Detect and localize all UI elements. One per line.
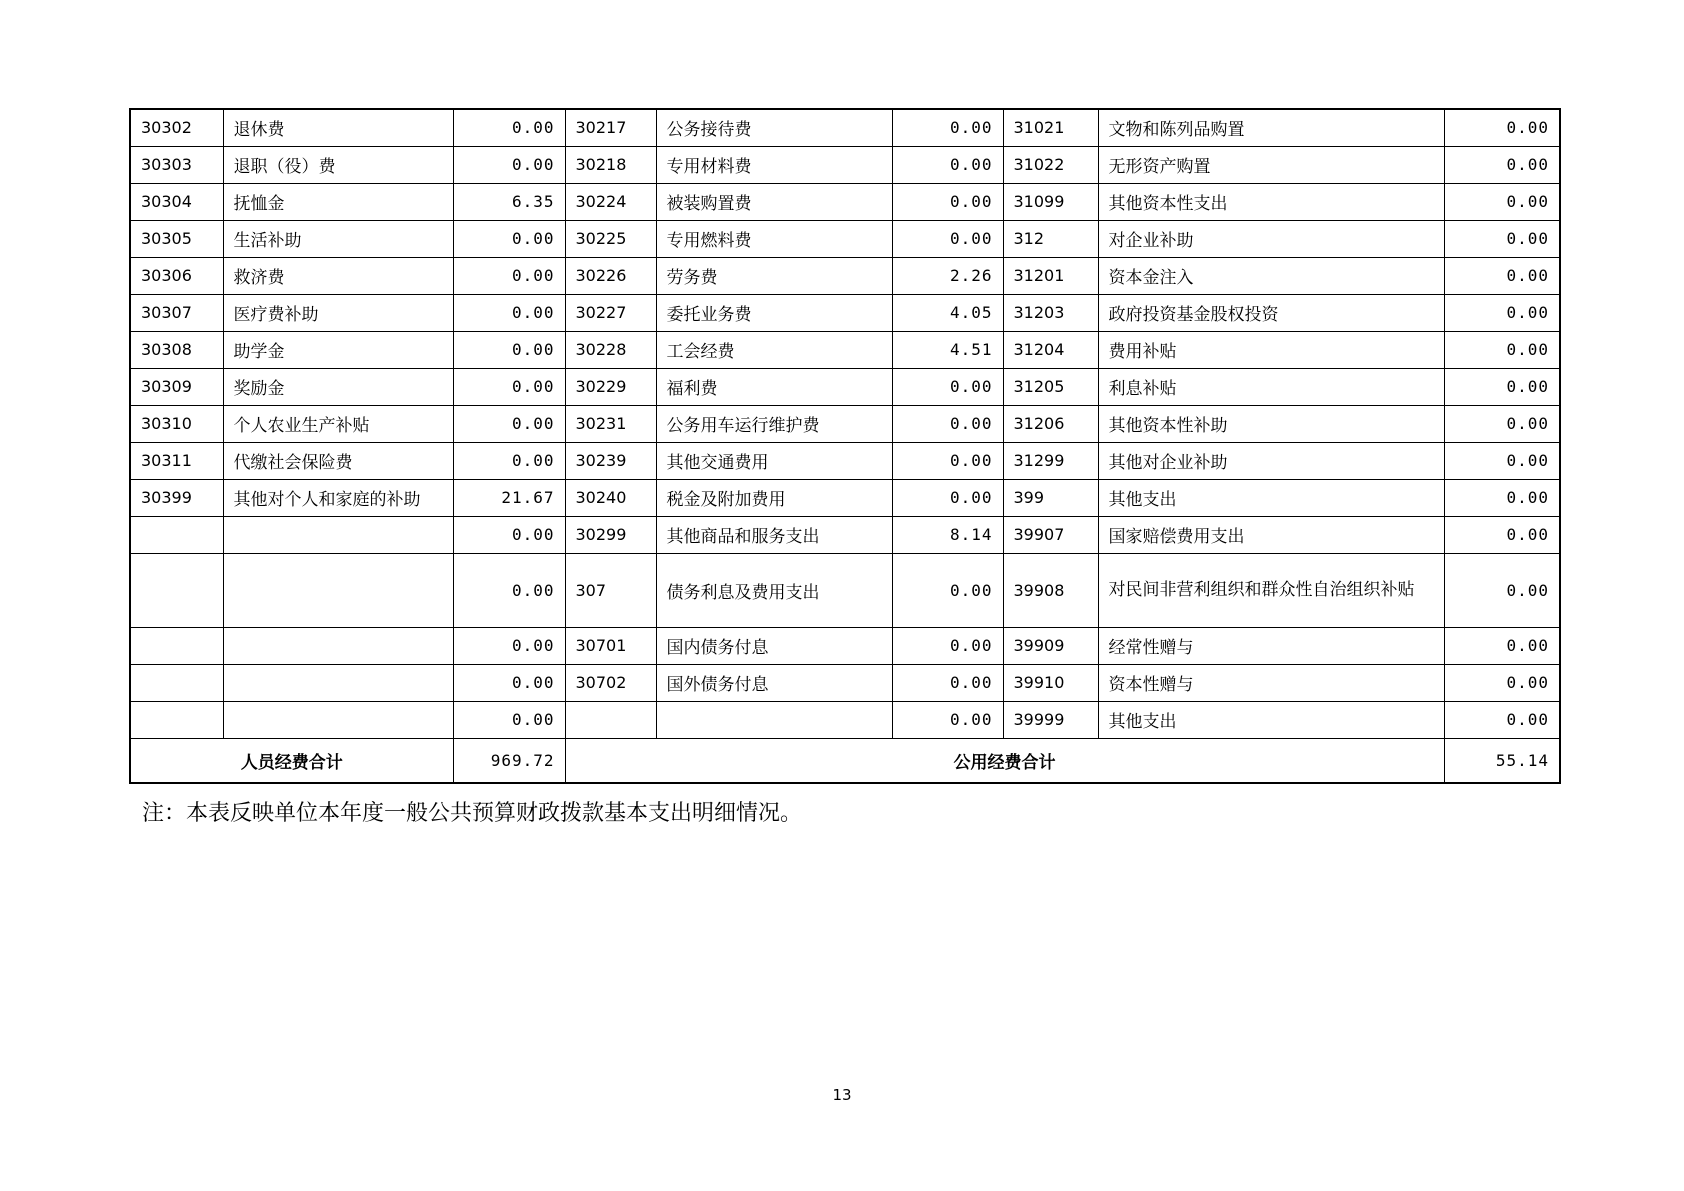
cell-code [130, 516, 223, 553]
cell-code: 30299 [565, 516, 656, 553]
table-footnote: 注：本表反映单位本年度一般公共预算财政拨款基本支出明细情况。 [142, 801, 803, 826]
cell-code: 31021 [1003, 109, 1098, 146]
cell-code: 30228 [565, 331, 656, 368]
cell-code: 30302 [130, 109, 223, 146]
cell-code: 30306 [130, 257, 223, 294]
cell-name: 国内债务付息 [656, 627, 892, 664]
cell-name: 政府投资基金股权投资 [1098, 294, 1444, 331]
cell-amt: 0.00 [453, 368, 565, 405]
cell-amt: 0.00 [1444, 220, 1560, 257]
cell-amt: 21.67 [453, 479, 565, 516]
cell-name: 劳务费 [656, 257, 892, 294]
cell-amt: 0.00 [453, 516, 565, 553]
cell-name: 工会经费 [656, 331, 892, 368]
cell-code: 39908 [1003, 553, 1098, 627]
cell-amt: 0.00 [453, 405, 565, 442]
cell-code: 30239 [565, 442, 656, 479]
cell-amt: 0.00 [1444, 627, 1560, 664]
cell-amt: 0.00 [1444, 294, 1560, 331]
cell-amt: 2.26 [892, 257, 1003, 294]
cell-code [130, 701, 223, 738]
cell-code: 30229 [565, 368, 656, 405]
cell-name: 国外债务付息 [656, 664, 892, 701]
cell-code: 30304 [130, 183, 223, 220]
cell-amt: 0.00 [1444, 442, 1560, 479]
cell-code: 30701 [565, 627, 656, 664]
cell-amt: 0.00 [892, 442, 1003, 479]
cell-name [656, 701, 892, 738]
cell-name [223, 701, 453, 738]
cell-name: 利息补贴 [1098, 368, 1444, 405]
cell-code: 312 [1003, 220, 1098, 257]
cell-amt: 0.00 [1444, 664, 1560, 701]
cell-name: 公务用车运行维护费 [656, 405, 892, 442]
public-total-label: 公用经费合计 [565, 738, 1444, 783]
cell-name: 医疗费补助 [223, 294, 453, 331]
cell-code: 39909 [1003, 627, 1098, 664]
cell-name: 被装购置费 [656, 183, 892, 220]
cell-amt: 0.00 [453, 701, 565, 738]
totals-row [130, 738, 1560, 783]
cell-name: 债务利息及费用支出 [656, 553, 892, 627]
cell-code [565, 701, 656, 738]
cell-amt: 0.00 [453, 553, 565, 627]
cell-name: 退职（役）费 [223, 146, 453, 183]
cell-name: 专用材料费 [656, 146, 892, 183]
cell-code: 30310 [130, 405, 223, 442]
table-row [130, 109, 1560, 146]
cell-amt: 4.05 [892, 294, 1003, 331]
public-total-value: 55.14 [1444, 738, 1560, 783]
cell-code: 30218 [565, 146, 656, 183]
cell-amt: 0.00 [453, 294, 565, 331]
cell-name: 个人农业生产补贴 [223, 405, 453, 442]
cell-amt: 0.00 [892, 553, 1003, 627]
table-row [130, 442, 1560, 479]
cell-name: 国家赔偿费用支出 [1098, 516, 1444, 553]
cell-code: 30240 [565, 479, 656, 516]
table-row [130, 183, 1560, 220]
cell-name: 税金及附加费用 [656, 479, 892, 516]
cell-amt: 0.00 [892, 368, 1003, 405]
cell-code: 30307 [130, 294, 223, 331]
cell-code: 30227 [565, 294, 656, 331]
cell-code: 30217 [565, 109, 656, 146]
cell-code: 30224 [565, 183, 656, 220]
cell-code: 30225 [565, 220, 656, 257]
cell-code: 30231 [565, 405, 656, 442]
cell-amt: 0.00 [892, 109, 1003, 146]
cell-amt: 0.00 [1444, 368, 1560, 405]
table-row [130, 701, 1560, 738]
cell-code: 30311 [130, 442, 223, 479]
cell-amt: 0.00 [453, 442, 565, 479]
cell-name: 费用补贴 [1098, 331, 1444, 368]
cell-name: 其他交通费用 [656, 442, 892, 479]
cell-name: 其他支出 [1098, 701, 1444, 738]
cell-code: 31201 [1003, 257, 1098, 294]
cell-amt: 0.00 [1444, 516, 1560, 553]
cell-name: 代缴社会保险费 [223, 442, 453, 479]
cell-code: 30399 [130, 479, 223, 516]
cell-code [130, 553, 223, 627]
cell-amt: 0.00 [1444, 479, 1560, 516]
cell-amt: 4.51 [892, 331, 1003, 368]
cell-code: 31203 [1003, 294, 1098, 331]
cell-name: 助学金 [223, 331, 453, 368]
cell-name: 专用燃料费 [656, 220, 892, 257]
cell-amt: 0.00 [892, 701, 1003, 738]
cell-code: 30308 [130, 331, 223, 368]
cell-code: 31299 [1003, 442, 1098, 479]
cell-amt: 0.00 [453, 627, 565, 664]
cell-name [223, 664, 453, 701]
cell-code [130, 627, 223, 664]
cell-code: 39910 [1003, 664, 1098, 701]
cell-code: 30309 [130, 368, 223, 405]
cell-name: 退休费 [223, 109, 453, 146]
table-row [130, 294, 1560, 331]
cell-name: 经常性赠与 [1098, 627, 1444, 664]
budget-detail-table [129, 108, 1561, 784]
cell-code: 30305 [130, 220, 223, 257]
cell-name: 无形资产购置 [1098, 146, 1444, 183]
cell-code: 31206 [1003, 405, 1098, 442]
cell-code: 31099 [1003, 183, 1098, 220]
cell-amt: 6.35 [453, 183, 565, 220]
cell-code: 307 [565, 553, 656, 627]
cell-name: 对民间非营利组织和群众性自治组织补贴 [1098, 553, 1444, 627]
cell-amt: 0.00 [453, 331, 565, 368]
cell-code: 30702 [565, 664, 656, 701]
table-body [130, 109, 1560, 738]
cell-name: 对企业补助 [1098, 220, 1444, 257]
cell-amt: 0.00 [453, 664, 565, 701]
cell-code: 31022 [1003, 146, 1098, 183]
cell-code: 39907 [1003, 516, 1098, 553]
cell-amt: 0.00 [892, 479, 1003, 516]
cell-name: 公务接待费 [656, 109, 892, 146]
cell-amt: 0.00 [453, 257, 565, 294]
cell-amt: 0.00 [892, 183, 1003, 220]
cell-code: 39999 [1003, 701, 1098, 738]
cell-name: 委托业务费 [656, 294, 892, 331]
cell-amt: 0.00 [892, 664, 1003, 701]
cell-name: 救济费 [223, 257, 453, 294]
cell-amt: 0.00 [892, 220, 1003, 257]
table-row [130, 553, 1560, 627]
cell-amt: 0.00 [1444, 109, 1560, 146]
table-row [130, 368, 1560, 405]
cell-name [223, 516, 453, 553]
table-row [130, 257, 1560, 294]
personnel-total-value: 969.72 [453, 738, 565, 783]
cell-amt: 0.00 [1444, 331, 1560, 368]
cell-amt: 0.00 [453, 146, 565, 183]
cell-code: 31205 [1003, 368, 1098, 405]
table-row [130, 331, 1560, 368]
cell-name: 其他资本性补助 [1098, 405, 1444, 442]
cell-amt: 0.00 [453, 109, 565, 146]
cell-name: 其他支出 [1098, 479, 1444, 516]
cell-name [223, 553, 453, 627]
cell-name: 资本金注入 [1098, 257, 1444, 294]
cell-name: 其他商品和服务支出 [656, 516, 892, 553]
table-row [130, 220, 1560, 257]
cell-amt: 0.00 [1444, 146, 1560, 183]
table-row [130, 479, 1560, 516]
cell-name: 奖励金 [223, 368, 453, 405]
cell-name: 其他对个人和家庭的补助 [223, 479, 453, 516]
cell-code [130, 664, 223, 701]
cell-amt: 0.00 [1444, 553, 1560, 627]
cell-amt: 0.00 [892, 146, 1003, 183]
cell-name [223, 627, 453, 664]
cell-code: 30226 [565, 257, 656, 294]
cell-name: 文物和陈列品购置 [1098, 109, 1444, 146]
table-row [130, 516, 1560, 553]
cell-amt: 0.00 [453, 220, 565, 257]
table-row [130, 627, 1560, 664]
cell-amt: 0.00 [892, 405, 1003, 442]
cell-name: 抚恤金 [223, 183, 453, 220]
table-row [130, 146, 1560, 183]
page-number: 13 [832, 1086, 852, 1104]
cell-name: 生活补助 [223, 220, 453, 257]
cell-amt: 8.14 [892, 516, 1003, 553]
cell-amt: 0.00 [1444, 701, 1560, 738]
cell-code: 30303 [130, 146, 223, 183]
cell-code: 31204 [1003, 331, 1098, 368]
cell-name: 其他资本性支出 [1098, 183, 1444, 220]
cell-amt: 0.00 [1444, 257, 1560, 294]
cell-name: 其他对企业补助 [1098, 442, 1444, 479]
cell-amt: 0.00 [1444, 405, 1560, 442]
table-row [130, 664, 1560, 701]
table-row [130, 405, 1560, 442]
cell-name: 福利费 [656, 368, 892, 405]
cell-amt: 0.00 [892, 627, 1003, 664]
personnel-total-label: 人员经费合计 [130, 738, 453, 783]
cell-name: 资本性赠与 [1098, 664, 1444, 701]
cell-amt: 0.00 [1444, 183, 1560, 220]
cell-code: 399 [1003, 479, 1098, 516]
